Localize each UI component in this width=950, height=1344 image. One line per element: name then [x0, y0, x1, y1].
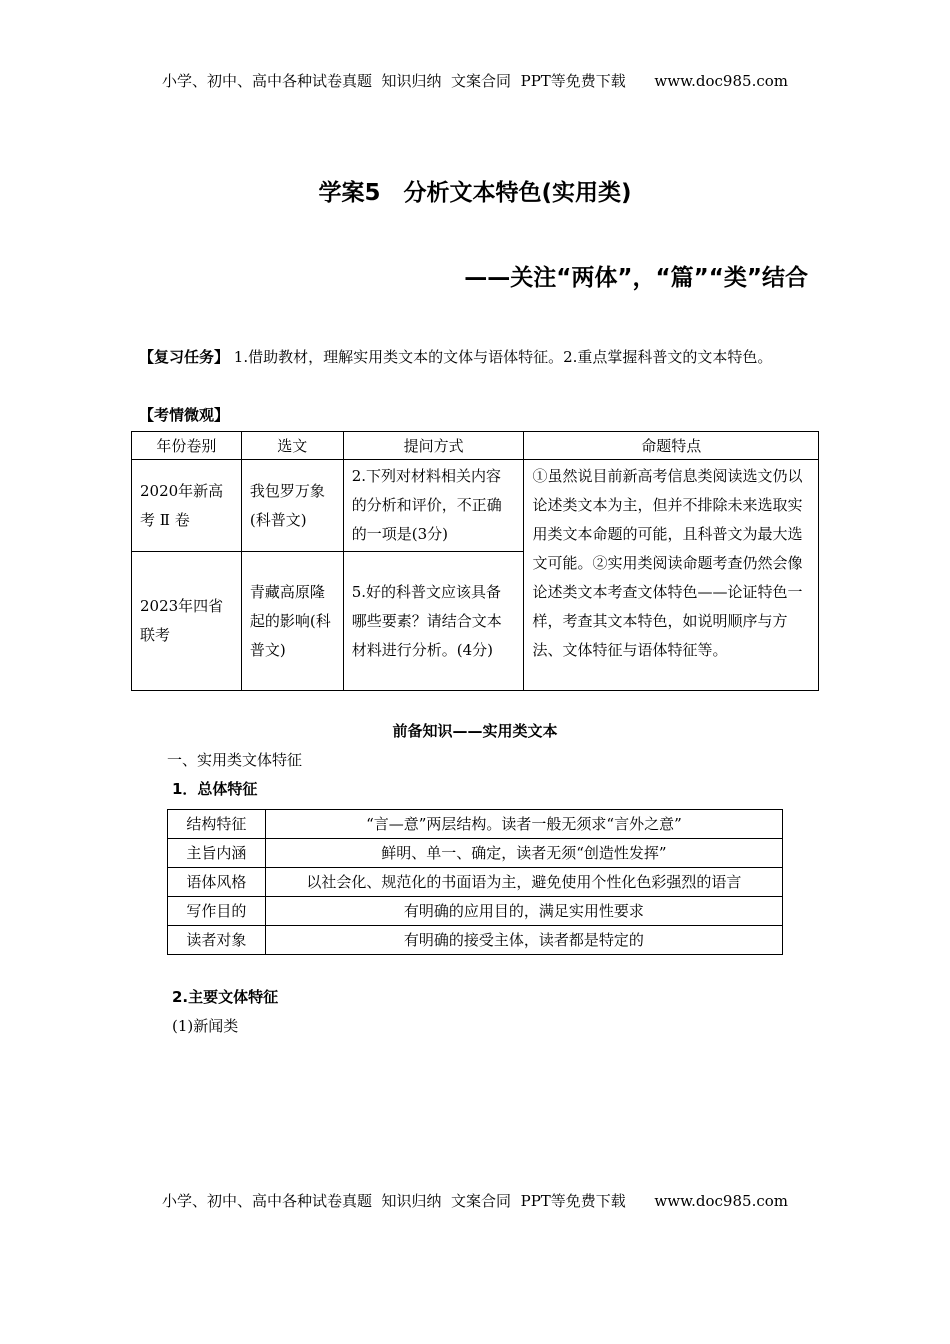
cell-year: 2020年新高考 Ⅱ 卷: [132, 460, 242, 552]
cell-question: 2.下列对材料相关内容的分析和评价，不正确的一项是(3分): [343, 460, 524, 552]
features-table: [167, 809, 783, 955]
exam-overview-label: 【考情微观】: [139, 406, 230, 424]
exam-table-header: [132, 432, 819, 460]
item-two: 2.主要文体特征: [172, 988, 279, 1006]
feature-value: 以社会化、规范化的书面语为主，避免使用个性化色彩强烈的语言: [265, 868, 782, 897]
page-header: 小学、初中、高中各种试卷真题 知识归纳 文案合同 PPT等免费下载 www.doc985.com: [161, 72, 788, 90]
feature-value: “言—意”两层结构。读者一般无须求“言外之意”: [265, 810, 782, 839]
cell-question: 5.好的科普文应该具备哪些要素？请结合文本材料进行分析。(4分): [343, 552, 524, 691]
section-heading-text: 前备知识——实用类文本: [392, 722, 558, 740]
header-question: 提问方式: [343, 432, 524, 460]
exam-table: [131, 431, 819, 691]
feature-value: 有明确的应用目的，满足实用性要求: [265, 897, 782, 926]
page-footer: 小学、初中、高中各种试卷真题 知识归纳 文案合同 PPT等免费下载 www.doc985.com: [161, 1192, 788, 1210]
review-task-text: 1.借助教材，理解实用类文本的文体与语体特征。2.重点掌握科普文的文本特色。: [229, 348, 773, 366]
table-row: [168, 926, 783, 955]
review-task-label: 【复习任务】: [139, 348, 230, 366]
cell-text: 我包罗万象(科普文): [241, 460, 343, 552]
section-heading: [0, 718, 950, 745]
table-row: [168, 810, 783, 839]
feature-value: 鲜明、单一、确定，读者无须“创造性发挥”: [265, 839, 782, 868]
feature-key: 语体风格: [168, 868, 266, 897]
header-year: 年份卷别: [132, 432, 242, 460]
page-subtitle: ——关注“两体”，“篇”“类”结合: [464, 265, 808, 291]
section-one: 一、实用类文体特征: [167, 751, 303, 769]
page-title: 学案5 分析文本特色(实用类): [318, 180, 632, 206]
header-features: 命题特点: [524, 432, 819, 460]
feature-key: 读者对象: [168, 926, 266, 955]
table-row: [168, 868, 783, 897]
table-row: [132, 460, 819, 552]
item-one: 1．总体特征: [172, 780, 258, 798]
feature-value: 有明确的接受主体，读者都是特定的: [265, 926, 782, 955]
header-text: 选文: [241, 432, 343, 460]
feature-key: 主旨内涵: [168, 839, 266, 868]
table-row: [168, 839, 783, 868]
cell-year: 2023年四省联考: [132, 552, 242, 691]
cell-text: 青藏高原隆起的影响(科普文): [241, 552, 343, 691]
cell-features: ①虽然说目前新高考信息类阅读选文仍以论述类文本为主，但并不排除未来选取实用类文本命题的可能，且科普文为最大选文可能。②实用类阅读命题考查仍然会像论述类文本考查文体特色——论证特色一样，考查其文本特色，如说明顺序与方法、文体特征与语体特征等。: [524, 460, 819, 691]
review-task: [139, 344, 815, 371]
feature-key: 结构特征: [168, 810, 266, 839]
feature-key: 写作目的: [168, 897, 266, 926]
table-row: [168, 897, 783, 926]
item-two-sub: (1)新闻类: [172, 1017, 239, 1035]
